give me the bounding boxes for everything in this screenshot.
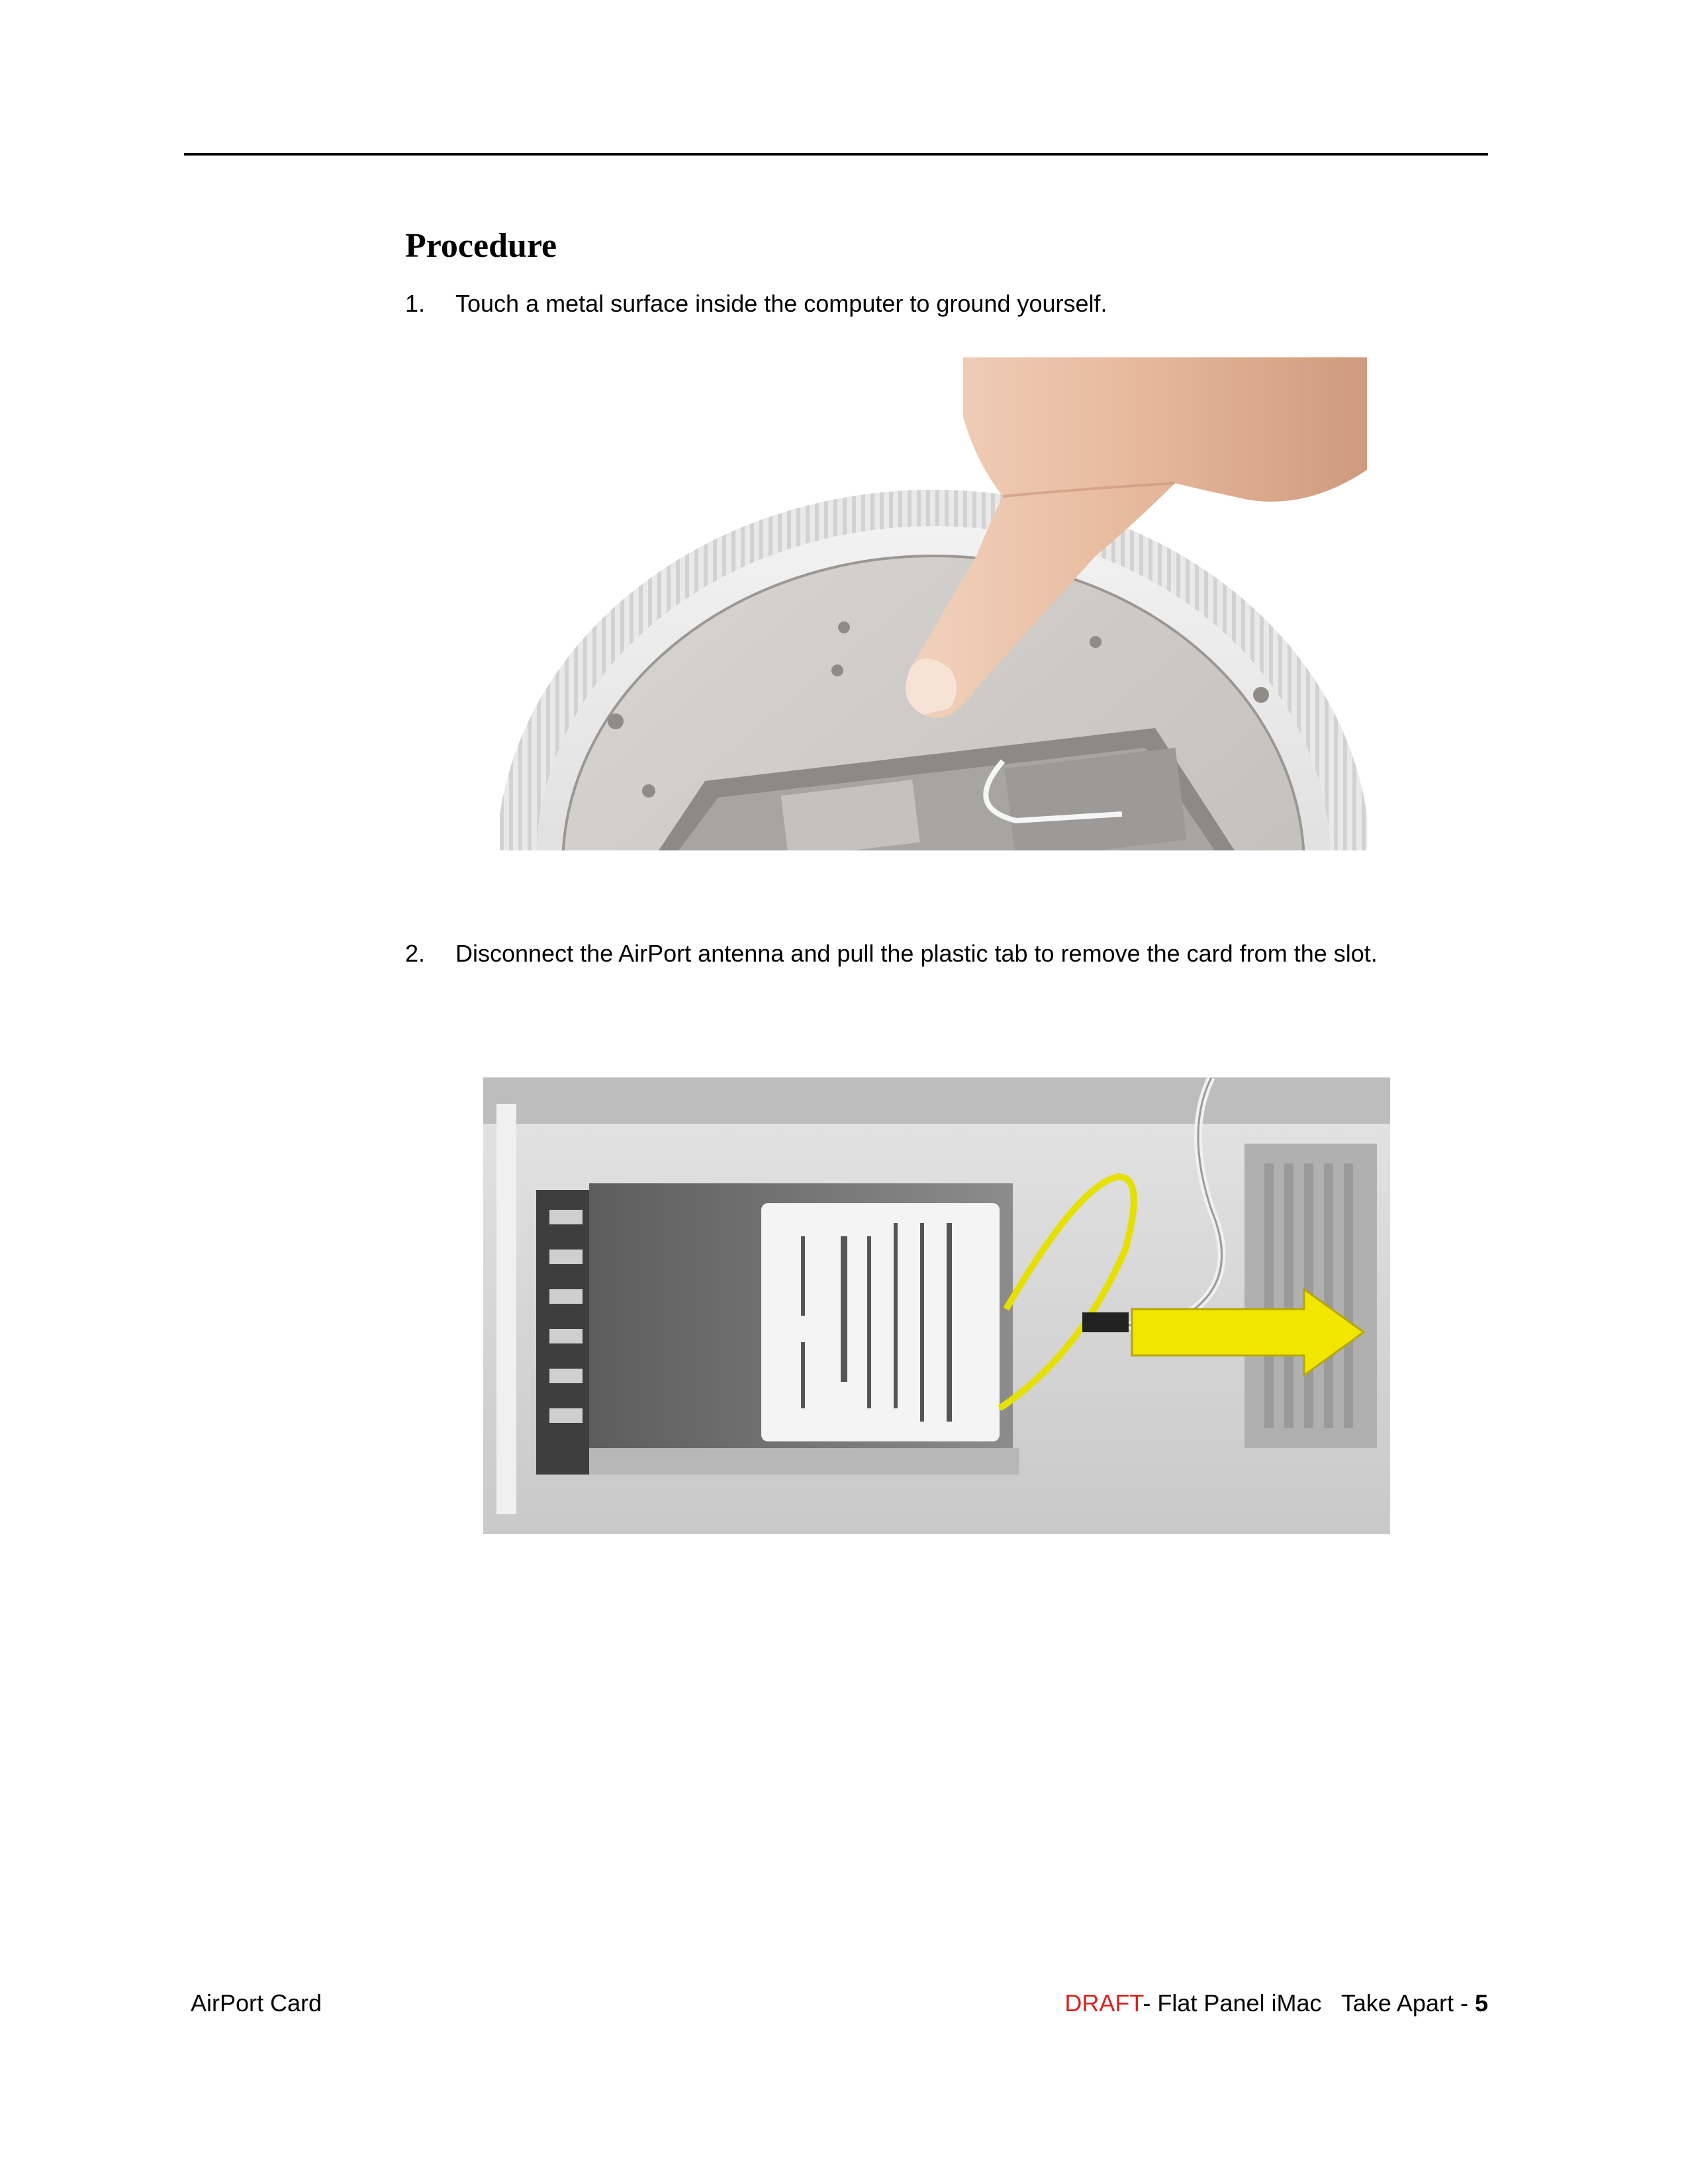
header-rule — [184, 153, 1488, 156]
step-number: 1. — [405, 290, 426, 317]
section-heading: Procedure — [405, 227, 557, 265]
step-text: Disconnect the AirPort antenna and pull the plastic tab to remove the card from the slot. — [455, 940, 1378, 967]
step-number: 2. — [405, 940, 426, 967]
page-number: 5 — [1474, 1989, 1488, 2017]
footer-section-title: AirPort Card — [191, 1989, 322, 2017]
draft-label: DRAFT — [1064, 1989, 1143, 2017]
grounding-photo — [500, 357, 1367, 850]
step-text: Touch a metal surface inside the computer to ground yourself. — [455, 290, 1107, 317]
airport-card-photo — [483, 1077, 1390, 1534]
footer-title-text: - Flat Panel iMac Take Apart - — [1143, 1989, 1475, 2017]
footer-document-title — [1064, 1989, 1488, 2018]
step-2 — [405, 933, 1491, 974]
step-1 — [405, 283, 1491, 324]
finger-touching-base-illustration — [500, 357, 1367, 850]
airport-card-removal-illustration — [483, 1077, 1390, 1534]
